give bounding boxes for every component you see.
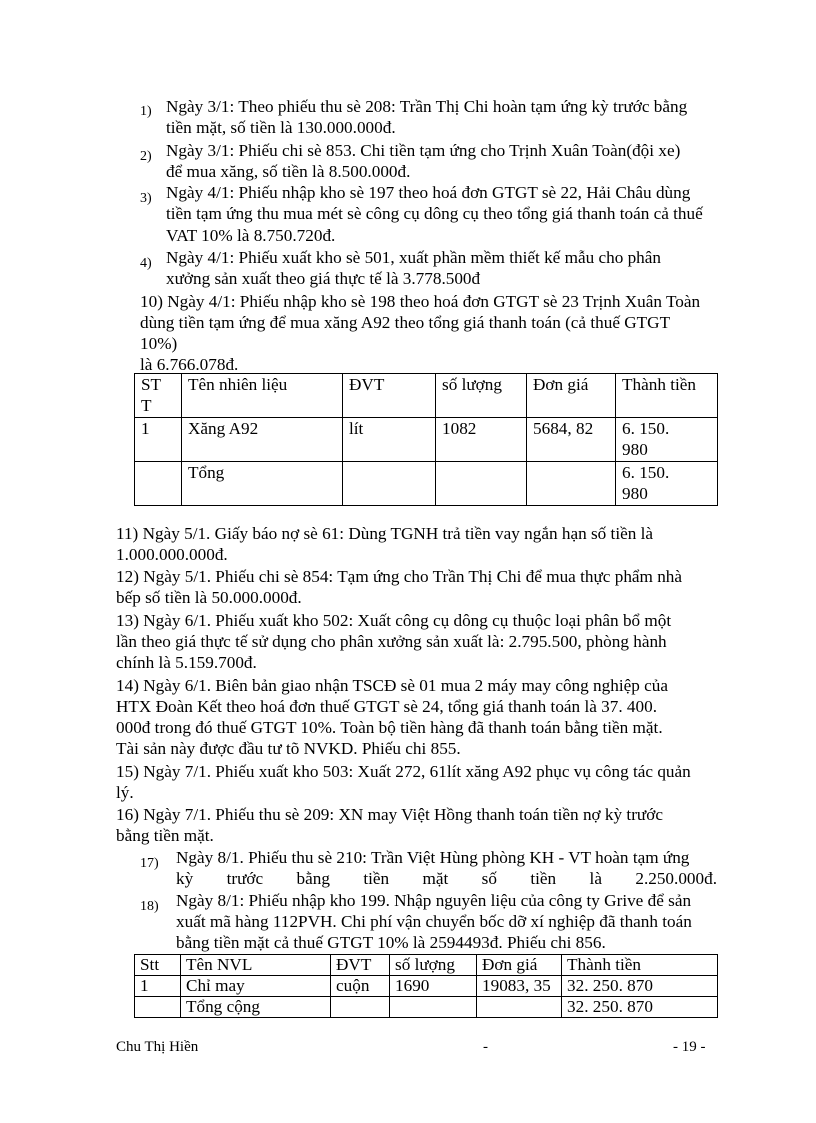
table-header: Stt: [135, 955, 181, 976]
item-line: 10%): [140, 334, 178, 353]
item-number: 2): [140, 149, 152, 164]
table-cell: cuộn: [331, 976, 390, 997]
table-cell: 32. 250. 870: [562, 976, 718, 997]
table-cell: Tổng cộng: [181, 997, 331, 1018]
item-line: 10) Ngày 4/1: Phiếu nhập kho sè 198 theo hoá đơn GTGT sè 23 Trịnh Xuân Toàn: [140, 292, 701, 311]
item-line: kỳ trước bằng tiền mặt số tiền là 2.250.000đ.: [176, 869, 717, 888]
table-cell: 5684, 82: [527, 418, 616, 462]
table-cell: [135, 997, 181, 1018]
table-cell: 19083, 35: [477, 976, 562, 997]
item-line: là 6.766.078đ.: [140, 355, 239, 374]
item-line: tiền tạm ứng thu mua mét sè công cụ dông cụ theo tổng giá thanh toán cả thuế: [166, 204, 703, 223]
table-cell: 32. 250. 870: [562, 997, 718, 1018]
item-line: HTX Đoàn Kết theo hoá đơn thuế GTGT sè 24, tổng giá thanh toán là 37. 400.: [116, 697, 658, 716]
item-line: Ngày 8/1: Phiếu nhập kho 199. Nhập nguyên liệu của công ty Grive để sản: [176, 891, 692, 910]
item-line: 13) Ngày 6/1. Phiếu xuất kho 502: Xuất công cụ dông cụ thuộc loại phân bổ một: [116, 611, 672, 630]
item-line: lần theo giá thực tế sử dụng cho phân xưởng sản xuất là: 2.795.500, phòng hành: [116, 632, 667, 651]
table-cell: 1690: [390, 976, 477, 997]
table-cell: [436, 462, 527, 506]
item-line: bằng tiền mặt cả thuế GTGT 10% là 2594493đ. Phiếu chi 856.: [176, 933, 606, 952]
table-cell: 6. 150. 980: [616, 462, 718, 506]
table-row: [135, 997, 718, 1018]
table-header: số lượng: [436, 374, 527, 418]
table-header: Thành tiền: [562, 955, 718, 976]
item-line: để mua xăng, số tiền là 8.500.000đ.: [166, 162, 411, 181]
table-header: Tên NVL: [181, 955, 331, 976]
item-line: Tài sản này được đầu tư tõ NVKD. Phiếu chi 855.: [116, 739, 461, 758]
table-cell: Xăng A92: [182, 418, 343, 462]
item-line: chính là 5.159.700đ.: [116, 653, 257, 672]
table-cell: 6. 150. 980: [616, 418, 718, 462]
table-header: Tên nhiên liệu: [182, 374, 343, 418]
fuel-table: [134, 373, 718, 506]
item-line: bằng tiền mặt.: [116, 826, 214, 845]
item-number: 17): [140, 856, 159, 871]
table-cell: [331, 997, 390, 1018]
table-header: ĐVT: [331, 955, 390, 976]
item-line: 000đ trong đó thuế GTGT 10%. Toàn bộ tiền hàng đã thanh toán bằng tiền mặt.: [116, 718, 663, 737]
item-line: 15) Ngày 7/1. Phiếu xuất kho 503: Xuất 272, 61lít xăng A92 phục vụ công tác quản: [116, 762, 691, 781]
item-number: 3): [140, 191, 152, 206]
item-line: Ngày 4/1: Phiếu xuất kho sè 501, xuất phần mềm thiết kế mẫu cho phân: [166, 248, 661, 267]
item-line: 1.000.000.000đ.: [116, 545, 228, 564]
table-header: ĐVT: [343, 374, 436, 418]
item-line: 16) Ngày 7/1. Phiếu thu sè 209: XN may Việt Hồng thanh toán tiền nợ kỳ trước: [116, 805, 663, 824]
item-line: xuất mã hàng 112PVH. Chi phí vận chuyển bốc dỡ xí nghiệp đã thanh toán: [176, 912, 692, 931]
item-number: 18): [140, 899, 159, 914]
footer-dash: -: [483, 1039, 488, 1055]
item-line: tiền mặt, số tiền là 130.000.000đ.: [166, 118, 396, 137]
item-line: Ngày 3/1: Phiếu chi sè 853. Chi tiền tạm ứng cho Trịnh Xuân Toàn(đội xe): [166, 141, 681, 160]
item-line: 14) Ngày 6/1. Biên bản giao nhận TSCĐ sè 01 mua 2 máy may công nghiệp của: [116, 676, 668, 695]
table-cell: [343, 462, 436, 506]
item-number: 4): [140, 256, 152, 271]
item-line: 12) Ngày 5/1. Phiếu chi sè 854: Tạm ứng cho Trần Thị Chi để mua thực phẩm nhà: [116, 567, 683, 586]
page-number: - 19 -: [673, 1039, 706, 1055]
table-row: [135, 976, 718, 997]
item-line: bếp số tiền là 50.000.000đ.: [116, 588, 302, 607]
table-cell: 1: [135, 976, 181, 997]
table-header-row: [135, 374, 718, 418]
table-row: [135, 462, 718, 506]
table-header: Thành tiền: [616, 374, 718, 418]
table-cell: Tổng: [182, 462, 343, 506]
table-cell: [390, 997, 477, 1018]
item-line: VAT 10% là 8.750.720đ.: [166, 226, 336, 245]
table-cell: [135, 462, 182, 506]
table-header: Đơn giá: [477, 955, 562, 976]
table-header-row: [135, 955, 718, 976]
item-line: Ngày 8/1. Phiếu thu sè 210: Trần Việt Hùng phòng KH - VT hoàn tạm ứng: [176, 848, 690, 867]
table-cell: 1: [135, 418, 182, 462]
table-header: số lượng: [390, 955, 477, 976]
table-cell: [527, 462, 616, 506]
table-cell: lít: [343, 418, 436, 462]
item-line: Ngày 4/1: Phiếu nhập kho sè 197 theo hoá đơn GTGT sè 22, Hải Châu dùng: [166, 183, 691, 202]
table-row: [135, 418, 718, 462]
table-cell: [477, 997, 562, 1018]
item-line: lý.: [116, 783, 134, 802]
table-header: ST T: [135, 374, 182, 418]
item-line: 11) Ngày 5/1. Giấy báo nợ sè 61: Dùng TGNH trả tiền vay ngắn hạn số tiền là: [116, 524, 654, 543]
table-header: Đơn giá: [527, 374, 616, 418]
table-cell: 1082: [436, 418, 527, 462]
item-line: dùng tiền tạm ứng để mua xăng A92 theo tổng giá thanh toán (cả thuế GTGT: [140, 313, 671, 332]
footer-author: Chu Thị Hiền: [116, 1039, 199, 1055]
material-table: [134, 954, 718, 1018]
item-number: 1): [140, 104, 152, 119]
item-line: Ngày 3/1: Theo phiếu thu sè 208: Trần Thị Chi hoàn tạm ứng kỳ trước bằng: [166, 97, 688, 116]
item-line: xưởng sản xuất theo giá thực tế là 3.778.500đ: [166, 269, 481, 288]
table-cell: Chỉ may: [181, 976, 331, 997]
